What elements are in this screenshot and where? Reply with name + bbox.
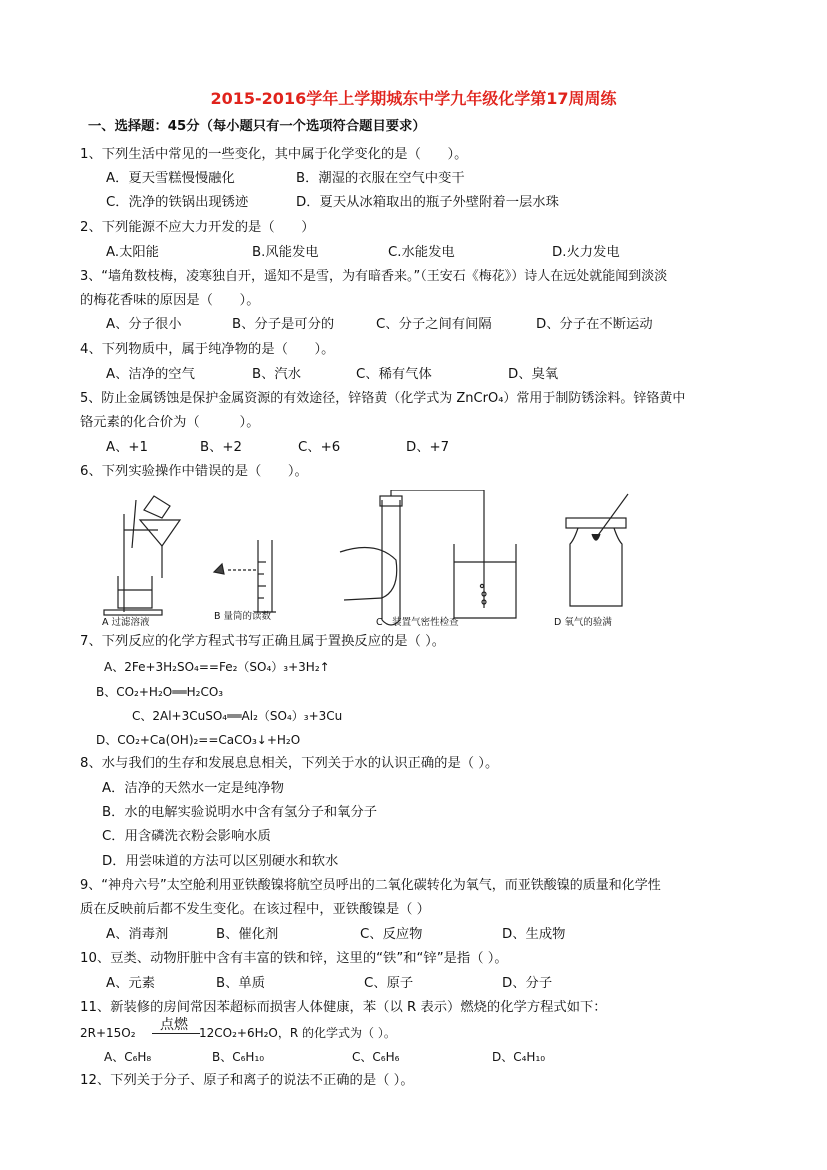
question-9-stem-line1: 9、“神舟六号”太空舱利用亚铁酸镍将航空员呼出的二氧化碳转化为氧气，而亚铁酸镍的质量和化学性 [80, 878, 661, 893]
question-3-stem-line2: 的梅花香味的原因是（ ）。 [80, 293, 260, 308]
question-7-option-d[interactable]: D、CO₂+Ca(OH)₂==CaCO₃↓+H₂O [96, 733, 301, 747]
page-title: 2015-2016学年上学期城东中学九年级化学第17周周练 [210, 89, 617, 108]
question-11-option-c[interactable]: C、C₆H₆ [352, 1050, 400, 1064]
question-3-option-d[interactable]: D、分子在不断运动 [536, 317, 653, 332]
question-9-stem-line2: 质在反映前后都不发生变化。在该过程中，亚铁酸镍是（ ） [80, 902, 430, 917]
question-6-stem: 6、下列实验操作中错误的是（ ）。 [80, 464, 308, 479]
question-8-option-d[interactable]: D．用尝味道的方法可以区别硬水和软水 [102, 854, 339, 869]
question-4-option-b[interactable]: B、汽水 [252, 367, 302, 382]
reaction-arrow-line [152, 1033, 200, 1034]
question-7-stem: 7、下列反应的化学方程式书写正确且属于置换反应的是（ ）。 [80, 634, 446, 649]
question-1-option-b[interactable]: B．潮湿的衣服在空气中变干 [296, 171, 465, 186]
question-2-option-b[interactable]: B.风能发电 [252, 245, 319, 260]
question-7-option-c[interactable]: C、2Al+3CuSO₄══Al₂（SO₄）₃+3Cu [132, 709, 343, 723]
question-5-option-d[interactable]: D、+7 [406, 440, 450, 455]
lab-apparatus-illustration [96, 490, 656, 630]
question-10-option-b[interactable]: B、单质 [216, 976, 266, 991]
section-heading: 一、选择题：45分（每小题只有一个选项符合题目要求） [88, 119, 426, 134]
question-7-option-b[interactable]: B、CO₂+H₂O══H₂CO₃ [96, 685, 224, 699]
figure-caption-b: B 量筒的读数 [214, 611, 272, 622]
question-11-option-d[interactable]: D、C₄H₁₀ [492, 1050, 546, 1064]
question-3-option-a[interactable]: A、分子很小 [106, 317, 182, 332]
question-5-option-c[interactable]: C、+6 [298, 440, 341, 455]
question-8-option-a[interactable]: A．洁净的天然水一定是纯净物 [102, 781, 284, 796]
question-1-stem: 1、下列生活中常见的一些变化，其中属于化学变化的是（ ）。 [80, 147, 468, 162]
reaction-condition-ignite: 点燃 [160, 1017, 188, 1033]
question-5-option-a[interactable]: A、+1 [106, 440, 148, 455]
question-4-stem: 4、下列物质中，属于纯净物的是（ ）。 [80, 342, 335, 357]
question-3-option-c[interactable]: C、分子之间有间隔 [376, 317, 492, 332]
figure-caption-d: D 氧气的验满 [554, 617, 612, 628]
question-10-option-a[interactable]: A、元素 [106, 976, 155, 991]
question-12-stem: 12、下列关于分子、原子和离子的说法不正确的是（ ）。 [80, 1073, 414, 1088]
question-7-option-a[interactable]: A、2Fe+3H₂SO₄==Fe₂（SO₄）₃+3H₂↑ [104, 660, 330, 674]
question-5-stem-line1: 5、防止金属锈蚀是保护金属资源的有效途径，锌铬黄（化学式为 ZnCrO₄）常用于制防锈涂料。锌铬黄中 [80, 391, 686, 406]
question-11-option-a[interactable]: A、C₆H₈ [104, 1050, 152, 1064]
question-4-option-d[interactable]: D、臭氧 [508, 367, 559, 382]
question-1-option-d[interactable]: D．夏天从冰箱取出的瓶子外壁附着一层水珠 [296, 195, 559, 210]
question-11-stem: 11、新装修的房间常因苯超标而损害人体健康，苯（以 R 表示）燃烧的化学方程式如下： [80, 1000, 607, 1015]
question-2-option-d[interactable]: D.火力发电 [552, 245, 620, 260]
question-9-option-d[interactable]: D、生成物 [502, 927, 566, 942]
question-8-option-b[interactable]: B．水的电解实验说明水中含有氢分子和氧分子 [102, 805, 378, 820]
question-2-option-c[interactable]: C.水能发电 [388, 245, 455, 260]
question-11-equation-left: 2R+15O₂ [80, 1026, 136, 1040]
question-9-option-b[interactable]: B、催化剂 [216, 927, 279, 942]
question-11-option-b[interactable]: B、C₆H₁₀ [212, 1050, 265, 1064]
question-3-option-b[interactable]: B、分子是可分的 [232, 317, 335, 332]
question-3-stem-line1: 3、“墙角数枝梅，凌寒独自开，遥知不是雪，为有暗香来。”（王安石《梅花》）诗人在远处就能闻到淡淡 [80, 269, 668, 284]
experiment-figures [96, 490, 656, 630]
question-5-option-b[interactable]: B、+2 [200, 440, 243, 455]
question-1-option-a[interactable]: A．夏天雪糕慢慢融化 [106, 171, 235, 186]
question-10-option-d[interactable]: D、分子 [502, 976, 553, 991]
question-1-option-c[interactable]: C．洗净的铁锅出现锈迹 [106, 195, 249, 210]
question-5-stem-line2: 铬元素的化合价为（ ）。 [80, 415, 260, 430]
question-9-option-a[interactable]: A、消毒剂 [106, 927, 169, 942]
question-2-option-a[interactable]: A.太阳能 [106, 245, 159, 260]
figure-caption-c: C 装置气密性检查 [376, 617, 459, 628]
question-2-stem: 2、下列能源不应大力开发的是（ ） [80, 220, 315, 235]
question-9-option-c[interactable]: C、反应物 [360, 927, 423, 942]
question-4-option-a[interactable]: A、洁净的空气 [106, 367, 195, 382]
figure-caption-a: A 过滤溶液 [102, 617, 150, 628]
question-8-stem: 8、水与我们的生存和发展息息相关，下列关于水的认识正确的是（ ）。 [80, 756, 499, 771]
question-10-stem: 10、豆类、动物肝脏中含有丰富的铁和锌，这里的“铁”和“锌”是指（ ）。 [80, 951, 508, 966]
question-8-option-c[interactable]: C．用含磷洗衣粉会影响水质 [102, 829, 271, 844]
question-4-option-c[interactable]: C、稀有气体 [356, 367, 432, 382]
question-10-option-c[interactable]: C、原子 [364, 976, 414, 991]
question-11-equation-right: 12CO₂+6H₂O，R 的化学式为（ ）。 [199, 1026, 396, 1040]
